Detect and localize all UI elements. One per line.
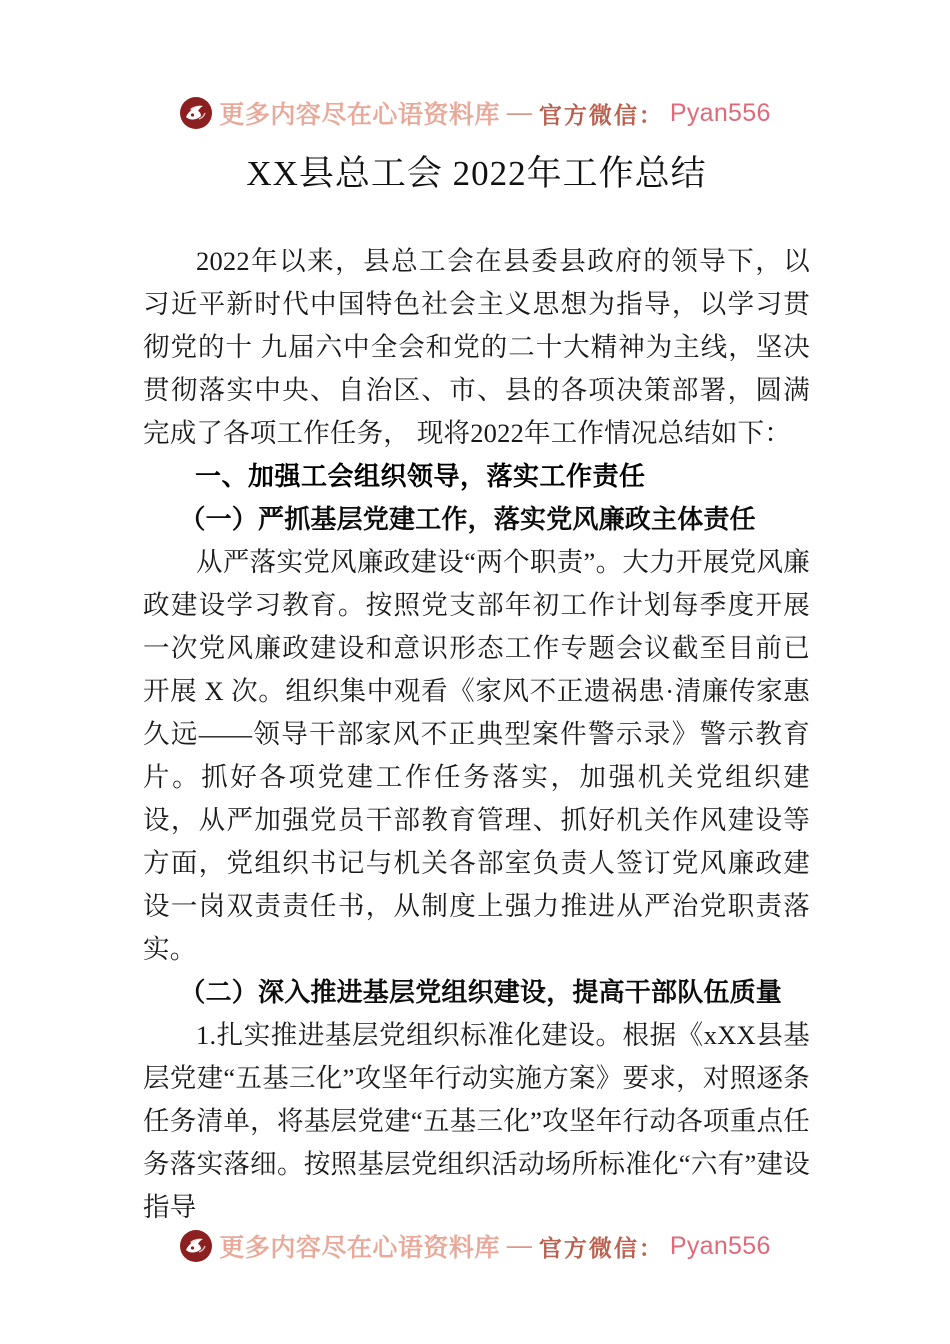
watermark-text: 更多内容尽在心语资料库 [219, 102, 500, 129]
section-heading-level-2: （二）深入推进基层党组织建设，提高干部队伍质量 [179, 978, 782, 1007]
document-body [143, 240, 810, 1229]
body-paragraph: 1.扎实推进基层党组织标准化建设。根据《xXX县基层党建“五基三化”攻坚年行动实施方案》要求，对照逐条任务清单，将基层党建“五基三化”攻坚年行动各项重点任务落实落细。按照基层党组织活动场所标准化“六有”建设指导 [143, 1020, 810, 1222]
watermark-official-label: 官方微信： [538, 1235, 664, 1261]
watermark-dash: — [506, 99, 532, 126]
body-paragraph: 2022年以来，县总工会在县委县政府的领导下，以习近平新时代中国特色社会主义思想为指导，以学习贯彻党的十 九届六中全会和党的二十大精神为主线，坚决贯彻落实中央、自治区、市、县的各项决策部署，圆满完成了各项工作任务， 现将2022年工作情况总结如下： [143, 246, 810, 448]
page-title: XX县总工会 2022年工作总结 [246, 154, 707, 193]
watermark-dash: — [506, 1232, 532, 1259]
fish-circle-logo-icon [179, 1229, 213, 1263]
watermark-wechat-id: Pyan556 [669, 1231, 771, 1260]
watermark-wechat-id: Pyan556 [669, 98, 771, 127]
section-heading-level-2: （一）严抓基层党建工作，落实党风廉政主体责任 [179, 505, 756, 534]
section-heading-level-1: 一、加强工会组织领导，落实工作责任 [195, 461, 646, 491]
fish-circle-logo-icon [179, 96, 213, 130]
watermark-banner-top [0, 95, 950, 131]
watermark-text: 更多内容尽在心语资料库 [219, 1235, 500, 1262]
title-spacer [143, 198, 810, 240]
watermark-official-label: 官方微信： [538, 102, 664, 128]
watermark-banner-bottom [0, 1228, 950, 1264]
body-paragraph: 从严落实党风廉政建设“两个职责”。大力开展党风廉政建设学习教育。按照党支部年初工作计划每季度开展一次党风廉政建设和意识形态工作专题会议截至目前已开展 X 次。组织集中观看《家风不正遗祸患·清廉传家惠久远——领导干部家风不正典型案件警示录》警示教育片。抓好各项党建工作任务落实，加强机关党组织建设，从严加强党员干部教育管理、抓好机关作风建设等方面，党组织书记与机关各部室负责人签订党风廉政建设一岗双责责任书，从制度上强力推进从严治党职责落实。 [143, 547, 810, 964]
document-content [143, 150, 810, 1229]
